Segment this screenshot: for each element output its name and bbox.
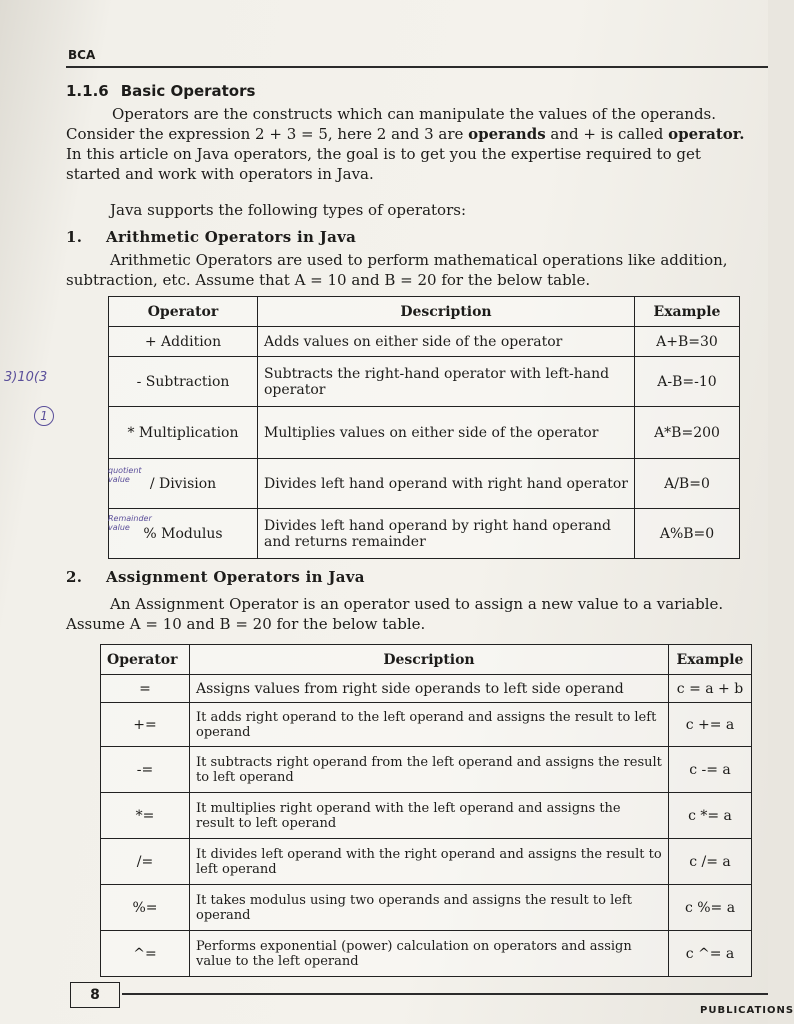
- example-cell: c -= a: [669, 747, 752, 793]
- arith-desc-line-2: subtraction, etc. Assume that A = 10 and B = 20 for the below table.: [66, 271, 591, 289]
- handwritten-division: 3)10(3: [4, 370, 48, 385]
- assign-desc-line-1: An Assignment Operator is an operator used to assign a new value to a variable.: [110, 595, 724, 613]
- description-cell: It divides left operand with the right operand and assigns the result to left operand: [190, 839, 669, 885]
- example-cell: A/B=0: [635, 459, 740, 509]
- operator-term: operator.: [668, 125, 745, 143]
- arith-number: 1.: [66, 228, 83, 246]
- table-row: [101, 675, 752, 703]
- example-cell: A*B=200: [635, 407, 740, 459]
- running-header: BCA: [68, 48, 96, 62]
- operator-cell: +=: [101, 703, 190, 747]
- description-cell: Performs exponential (power) calculation on operators and assign value to the left operand: [190, 931, 669, 977]
- table-row: [101, 839, 752, 885]
- page-number: 8: [70, 982, 120, 1008]
- operator-cell: ^=: [101, 931, 190, 977]
- operands-term: operands: [468, 125, 546, 143]
- operator-cell: -=: [101, 747, 190, 793]
- assign-col-operator: Operator: [101, 645, 190, 675]
- arith-description: [66, 250, 766, 290]
- assign-desc-line-2: Assume A = 10 and B = 20 for the below table.: [66, 615, 426, 633]
- intro-line-2: Consider the expression 2 + 3 = 5, here 2 and 3 are operands and + is called operator.: [66, 125, 745, 143]
- description-cell: Divides left hand operand by right hand operand and returns remainder: [258, 509, 635, 559]
- header-rule: [66, 66, 768, 68]
- description-cell: It adds right operand to the left operand and assigns the result to left operand: [190, 703, 669, 747]
- operator-cell: + Addition: [109, 327, 258, 357]
- assignment-table: [100, 644, 752, 977]
- intro-line-4: started and work with operators in Java.: [66, 165, 374, 183]
- handwritten-circled-number: 1: [34, 406, 54, 426]
- operator-cell: / Division: [109, 459, 258, 509]
- example-cell: c %= a: [669, 885, 752, 931]
- handwritten-quotient-note: quotient value: [108, 466, 142, 484]
- description-cell: It takes modulus using two operands and assigns the result to left operand: [190, 885, 669, 931]
- assign-col-example: Example: [669, 645, 752, 675]
- example-cell: A-B=-10: [635, 357, 740, 407]
- operator-cell: % Modulus: [109, 509, 258, 559]
- intro-line-3: In this article on Java operators, the goal is to get you the expertise required to get: [66, 145, 701, 163]
- types-intro: Java supports the following types of operators:: [110, 201, 467, 219]
- assign-description: [66, 594, 766, 634]
- table-row: [101, 885, 752, 931]
- example-cell: A+B=30: [635, 327, 740, 357]
- description-cell: Multiplies values on either side of the operator: [258, 407, 635, 459]
- section-title: [66, 82, 255, 100]
- operator-cell: =: [101, 675, 190, 703]
- section-number: 1.1.6: [66, 82, 109, 100]
- table-row: [101, 747, 752, 793]
- description-cell: Subtracts the right-hand operator with left-hand operator: [258, 357, 635, 407]
- operator-cell: - Subtraction: [109, 357, 258, 407]
- operator-cell: *=: [101, 793, 190, 839]
- example-cell: c += a: [669, 703, 752, 747]
- example-cell: c *= a: [669, 793, 752, 839]
- table-row: [109, 459, 740, 509]
- table-row: [109, 407, 740, 459]
- arith-col-example: Example: [635, 297, 740, 327]
- example-cell: c /= a: [669, 839, 752, 885]
- assign-col-description: Description: [190, 645, 669, 675]
- assign-header-row: [101, 645, 752, 675]
- table-row: [101, 793, 752, 839]
- arith-col-description: Description: [258, 297, 635, 327]
- operator-cell: %=: [101, 885, 190, 931]
- arith-header-row: [109, 297, 740, 327]
- arith-col-operator: Operator: [109, 297, 258, 327]
- description-cell: It subtracts right operand from the left operand and assigns the result to left operand: [190, 747, 669, 793]
- operator-cell: * Multiplication: [109, 407, 258, 459]
- example-cell: c = a + b: [669, 675, 752, 703]
- assign-heading: [66, 568, 365, 586]
- example-cell: c ^= a: [669, 931, 752, 977]
- table-row: [109, 327, 740, 357]
- handwritten-remainder-note: Remainder value: [108, 514, 152, 532]
- footer-rule: [122, 993, 768, 995]
- intro-paragraph: [66, 104, 766, 184]
- table-row: [109, 509, 740, 559]
- table-row: [101, 703, 752, 747]
- arith-heading-text: Arithmetic Operators in Java: [106, 228, 357, 246]
- description-cell: Divides left hand operand with right hand operator: [258, 459, 635, 509]
- arithmetic-table: [108, 296, 740, 559]
- assign-number: 2.: [66, 568, 83, 586]
- operator-cell: /=: [101, 839, 190, 885]
- description-cell: Assigns values from right side operands to left side operand: [190, 675, 669, 703]
- publisher-footer: PUBLICATIONS: [700, 1005, 794, 1016]
- example-cell: A%B=0: [635, 509, 740, 559]
- table-row: [109, 357, 740, 407]
- arith-desc-line-1: Arithmetic Operators are used to perform mathematical operations like addition,: [110, 251, 728, 269]
- description-cell: Adds values on either side of the operator: [258, 327, 635, 357]
- assign-heading-text: Assignment Operators in Java: [106, 568, 365, 586]
- description-cell: It multiplies right operand with the left operand and assigns the result to left operand: [190, 793, 669, 839]
- intro-line-1: Operators are the constructs which can manipulate the values of the operands.: [112, 105, 717, 123]
- arith-heading: [66, 228, 356, 246]
- section-title-text: Basic Operators: [120, 82, 256, 100]
- table-row: [101, 931, 752, 977]
